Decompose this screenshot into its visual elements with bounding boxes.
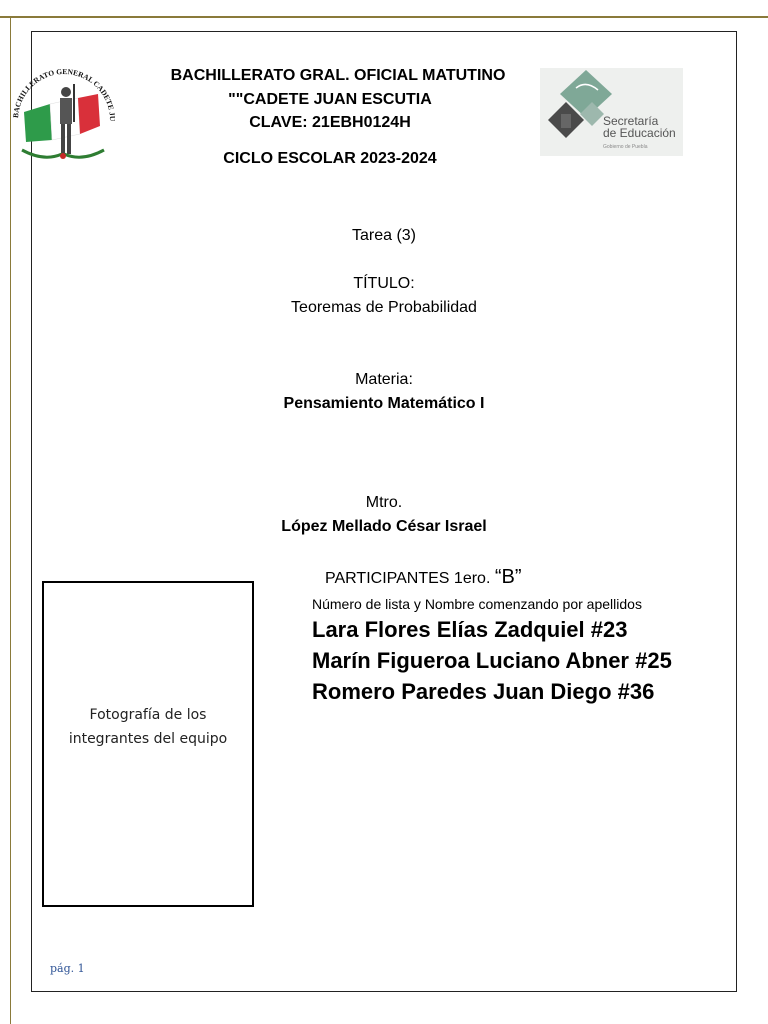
- secretaria-line2: de Educación: [603, 126, 676, 140]
- emblem-arc-text: BACHILLERATO GENERAL CADETE JU: [11, 66, 118, 122]
- secretaria-line1: Secretaría: [603, 114, 659, 128]
- secretaria-subtitle: Gobierno de Puebla: [603, 144, 648, 150]
- participants-group: “B”: [494, 566, 522, 588]
- school-name: BACHILLERATO GRAL. OFICIAL MATUTINO: [170, 67, 506, 84]
- maestro-label: Mtro.: [365, 494, 403, 511]
- school-subname: ""CADETE JUAN ESCUTIA: [228, 91, 432, 108]
- tarea-number: Tarea (3): [351, 227, 417, 244]
- photo-caption-line2: integrantes del equipo: [68, 731, 228, 747]
- participants-label: PARTICIPANTES 1ero.: [325, 570, 495, 587]
- school-emblem-logo: [4, 62, 122, 174]
- participants-instruction: Número de lista y Nombre comenzando por apellidos: [312, 596, 642, 612]
- titulo-value: Teoremas de Probabilidad: [291, 299, 477, 316]
- participant-name: Lara Flores Elías Zadquiel #23: [312, 617, 628, 642]
- titulo-label: TÍTULO:: [353, 275, 415, 292]
- photo-caption: [44, 703, 252, 751]
- materia-label: Materia:: [355, 371, 413, 388]
- top-rule: [0, 16, 768, 18]
- participant-name: Marín Figueroa Luciano Abner #25: [312, 648, 672, 673]
- secretaria-text: [603, 115, 676, 139]
- participant-name: Romero Paredes Juan Diego #36: [312, 679, 655, 704]
- photo-caption-line1: Fotografía de los: [89, 707, 207, 723]
- participants-heading: [325, 566, 522, 589]
- team-photo-placeholder: [42, 581, 254, 907]
- school-cycle: CICLO ESCOLAR 2023-2024: [223, 150, 437, 167]
- maestro-name: López Mellado César Israel: [281, 518, 487, 535]
- page-number: pág. 1: [50, 962, 85, 975]
- secretaria-educacion-logo: [540, 68, 683, 156]
- school-clave: CLAVE: 21EBH0124H: [249, 114, 411, 131]
- materia-value: Pensamiento Matemático I: [283, 395, 485, 412]
